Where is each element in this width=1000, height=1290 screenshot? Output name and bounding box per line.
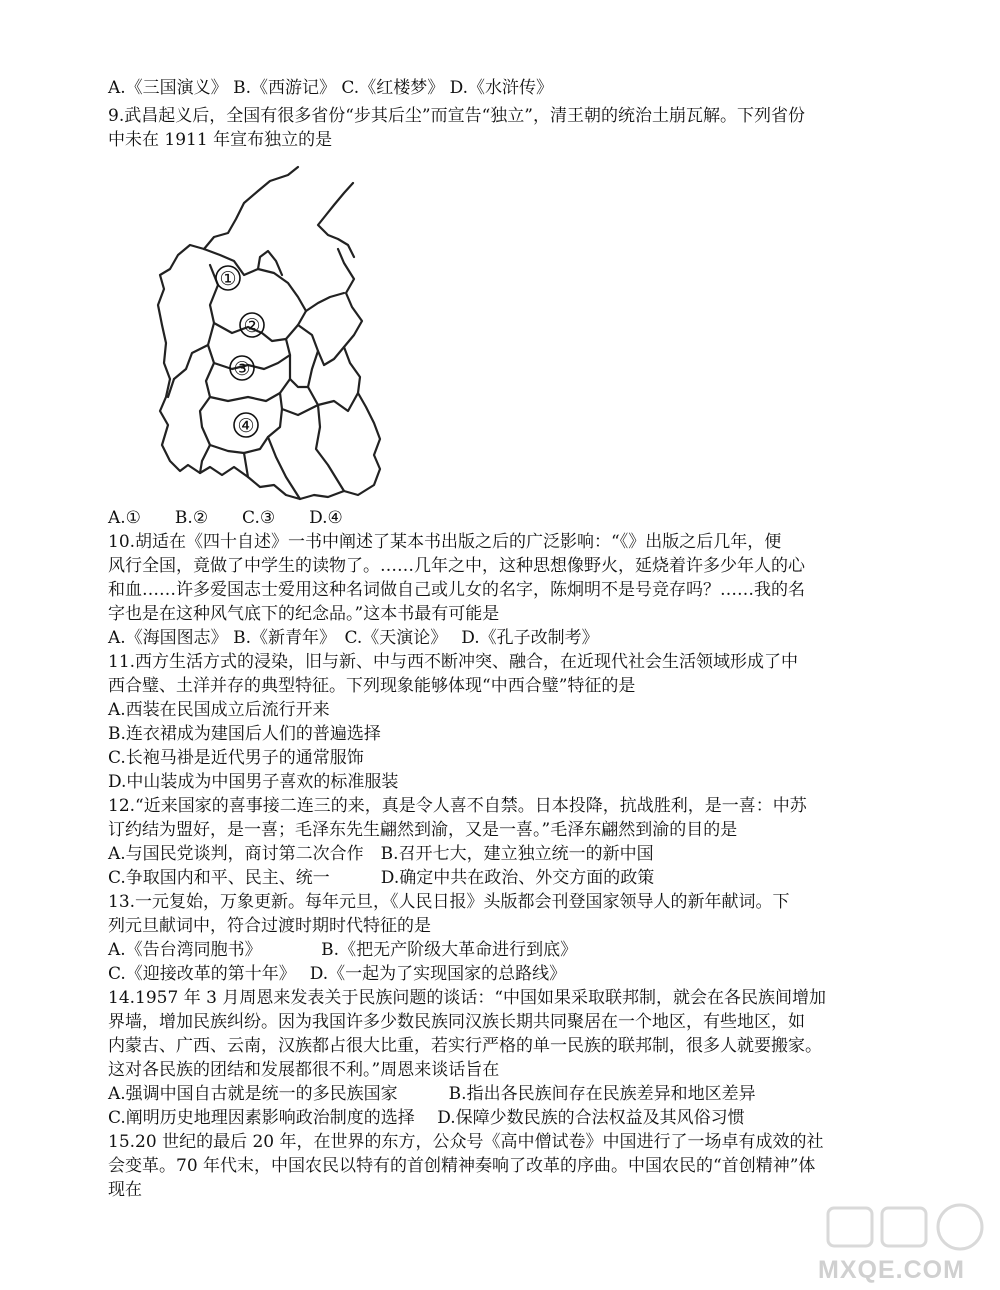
q10-options: A.《海国图志》 B.《新青年》 C.《天演论》 D.《孔子改制考》	[108, 628, 599, 648]
q11-option-d: D.中山装成为中国男子喜欢的标准服装	[108, 772, 399, 792]
q13-options-cd: C.《迎接改革的第十年》 D.《一起为了实现国家的总路线》	[108, 964, 567, 984]
q14-stem-line: 这对各民族的团结和发展都很不利。”周恩来谈话旨在	[108, 1060, 500, 1080]
q12-stem-line: 订约结为盟好，是一喜；毛泽东先生翩然到渝，又是一喜。”毛泽东翩然到渝的目的是	[108, 820, 738, 840]
q12-options-ab: A.与国民党谈判，商讨第二次合作 B.召开七大，建立独立统一的新中国	[108, 844, 654, 864]
q14-options-ab: A.强调中国自古就是统一的多民族国家 B.指出各民族间存在民族差异和地区差异	[108, 1084, 756, 1104]
q10-stem-line: 风行全国，竟做了中学生的读物了。……几年之中，这种思想像野火，延烧着许多少年人的心	[108, 556, 805, 576]
map-label-2: ②	[243, 315, 261, 337]
q14-stem-line: 14.1957 年 3 月周恩来发表关于民族问题的谈话：“中国如果采取联邦制，就会在各民族间增加	[108, 988, 827, 1008]
china-province-map	[148, 165, 398, 510]
q14-stem-line: 界墙，增加民族纠纷。因为我国许多少数民族同汉族长期共同聚居在一个地区，有些地区，如	[108, 1012, 805, 1032]
map-province-border	[298, 325, 318, 405]
q15-stem-line: 会变革。70 年代末，中国农民以特有的首创精神奏响了改革的序曲。中国农民的“首创精神”体	[108, 1156, 816, 1176]
map-label-1: ①	[219, 268, 237, 290]
q10-stem-line: 字也是在这种风气底下的纪念品。”这本书最有可能是	[108, 604, 500, 624]
map-label-3: ③	[233, 358, 251, 380]
q10-stem-line: 10.胡适在《四十自述》一书中阐述了某本书出版之后的广泛影响：“《》出版之后几年，便	[108, 532, 782, 552]
map-province-border	[174, 345, 208, 379]
map-north-coast	[204, 167, 298, 249]
map-province-border	[316, 405, 344, 491]
q12-stem-line: 12.“近来国家的喜事接二连三的来，真是令人喜不自禁。日本投降，抗战胜利，是一喜：中苏	[108, 796, 807, 816]
map-province-border	[268, 437, 300, 499]
q9-options: A.① B.② C.③ D.④	[108, 508, 343, 528]
q11-stem-line: 西合璧、土洋并存的典型特征。下列现象能够体现“中西合璧”特征的是	[108, 676, 636, 696]
map-province-border	[290, 379, 308, 387]
map-border	[306, 293, 344, 311]
map-province-border	[282, 393, 358, 415]
q15-stem-line: 现在	[108, 1180, 142, 1200]
q14-stem-line: 内蒙古、广西、云南，汉族都占很大比重，若实行严格的单一民族的联邦制，很多人就要搬家。	[108, 1036, 822, 1056]
q11-option-a: A.西装在民国成立后流行开来	[108, 700, 330, 720]
q13-stem-line: 列元旦献词中，符合过渡时期时代特征的是	[108, 916, 431, 936]
q13-options-ab: A.《告台湾同胞书》 B.《把无产阶级大革命进行到底》	[108, 940, 578, 960]
q10-stem-line: 和血……许多爱国志士爱用这种名词做自己或儿女的名字，陈炯明不是号竞存吗？……我的名	[108, 580, 805, 600]
q8-options: A.《三国演义》 B.《西游记》 C.《红楼梦》 D.《水浒传》	[108, 78, 554, 98]
q13-stem-line: 13.一元复始，万象更新。每年元旦，《人民日报》头版都会刊登国家领导人的新年献词。下	[108, 892, 790, 912]
q9-stem-line: 中未在 1911 年宣布独立的是	[108, 130, 333, 150]
q11-option-b: B.连衣裙成为建国后人们的普遍选择	[108, 724, 381, 744]
q9-stem-line: 9.武昌起义后，全国有很多省份“步其后尘”而宣告“独立”，清王朝的统治土崩瓦解。下列省份	[108, 106, 805, 126]
q11-stem-line: 11.西方生活方式的浸染，旧与新、中与西不断冲突、融合，在近现代社会生活领域形成了中	[108, 652, 799, 672]
q12-options-cd: C.争取国内和平、民主、统一 D.确定中共在政治、外交方面的政策	[108, 868, 655, 888]
map-outline	[158, 245, 380, 499]
watermark-text: MXQE.COM	[818, 1256, 965, 1284]
q15-stem-line: 15.20 世纪的最后 20 年，在世界的东方，公众号《高中僧试卷》中国进行了一场卓有成效的社	[108, 1132, 824, 1152]
q14-options-cd: C.阐明历史地理因素影响政治制度的选择 D.保障少数民族的合法权益及其风俗习惯	[108, 1108, 745, 1128]
map-label-4: ④	[237, 415, 255, 437]
q11-option-c: C.长袍马褂是近代男子的通常服饰	[108, 748, 364, 768]
map-coast-line	[318, 183, 354, 257]
map-province-border	[318, 347, 344, 365]
